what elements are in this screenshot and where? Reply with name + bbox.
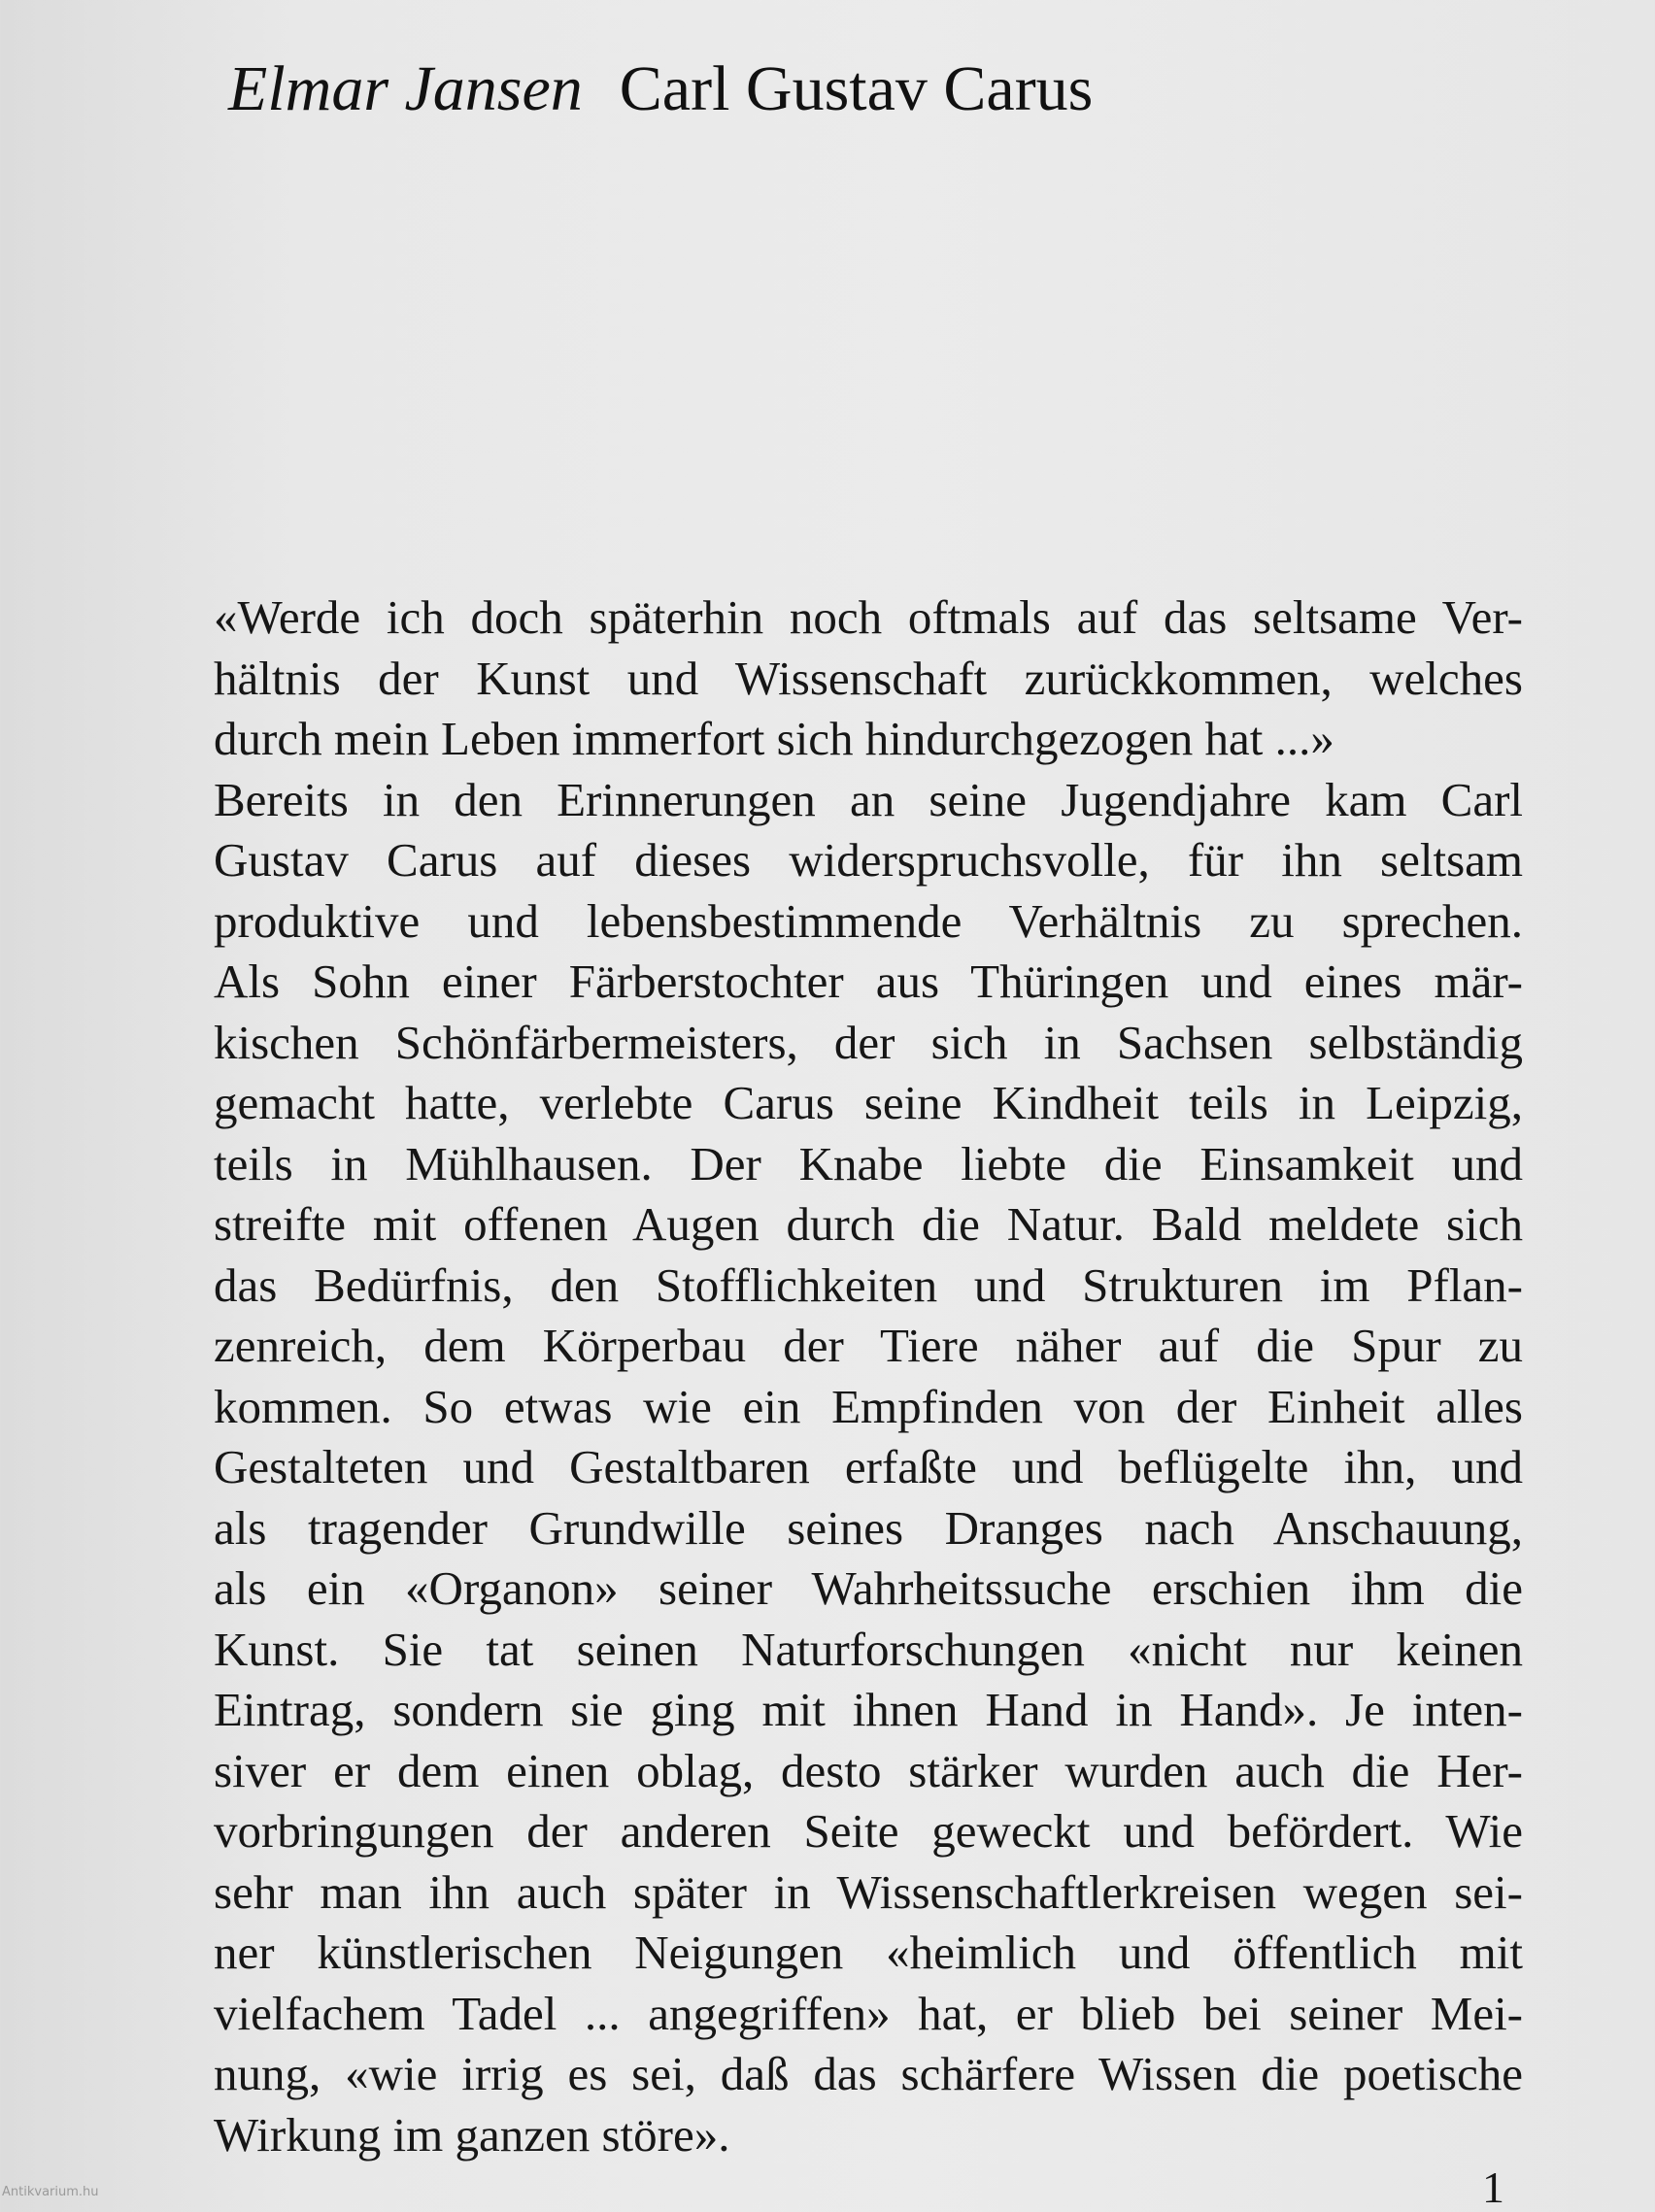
page-header	[228, 50, 1093, 128]
text-line: als tragender Grundwille seines Dranges nach Anschauung,	[214, 1500, 1523, 1555]
text-line: vorbringungen der anderen Seite geweckt und befördert. Wie	[214, 1804, 1523, 1858]
watermark: Antikvarium.hu	[2, 2185, 99, 2199]
text-line: zenreich, dem Körperbau der Tiere näher auf die Spur zu	[214, 1319, 1523, 1372]
text-line: Eintrag, sondern sie ging mit ihnen Hand in Hand». Je inten-	[214, 1683, 1523, 1736]
text-line: siver er dem einen oblag, desto stärker wurden auch die Her-	[214, 1743, 1523, 1797]
text-line: Als Sohn einer Färberstochter aus Thüringen und eines mär-	[214, 955, 1523, 1008]
text-line: ner künstlerischen Neigungen «heimlich und öffentlich mit	[214, 1926, 1523, 1979]
text-line: produktive und lebensbestimmende Verhältnis zu sprechen.	[214, 893, 1523, 948]
text-line: gemacht hatte, verlebte Carus seine Kindheit teils in Leipzig,	[214, 1076, 1523, 1129]
text-line: streifte mit offenen Augen durch die Natur. Bald meldete sich	[214, 1197, 1523, 1251]
text-line: Bereits in den Erinnerungen an seine Jugendjahre kam Carl	[214, 772, 1523, 826]
text-line: Gustav Carus auf dieses widerspruchsvolle, für ihn seltsam	[214, 833, 1523, 887]
text-line: Kunst. Sie tat seinen Naturforschungen «nicht nur keinen	[214, 1622, 1523, 1676]
text-line: durch mein Leben immerfort sich hindurchgezogen hat ...»	[214, 712, 1334, 765]
text-line: als ein «Organon» seiner Wahrheitssuche erschien ihm die	[214, 1561, 1523, 1615]
page-number: 1	[1482, 2162, 1504, 2212]
text-line: kischen Schönfärbermeisters, der sich in Sachsen selbständig	[214, 1015, 1523, 1069]
text-line: sehr man ihn auch später in Wissenschaftlerkreisen wegen sei-	[214, 1864, 1523, 1919]
book-title: Carl Gustav Carus	[619, 53, 1094, 124]
text-line: «Werde ich doch späterhin noch oftmals auf das seltsame Ver-	[214, 590, 1523, 644]
text-line: das Bedürfnis, den Stofflichkeiten und Strukturen im Pflan-	[214, 1257, 1523, 1312]
text-line: hältnis der Kunst und Wissenschaft zurückkommen, welches	[214, 651, 1523, 705]
text-line: vielfachem Tadel ... angegriffen» hat, er blieb bei seiner Mei-	[214, 1986, 1523, 2040]
text-line: nung, «wie irrig es sei, daß das schärfere Wissen die poetische	[214, 2047, 1523, 2100]
text-line: Wirkung im ganzen störe».	[214, 2107, 730, 2162]
body-text	[214, 587, 1523, 2165]
author-name: Elmar Jansen	[228, 53, 583, 124]
text-line: kommen. So etwas wie ein Empfinden von der Einheit alles	[214, 1379, 1523, 1433]
text-line: Gestalteten und Gestaltbaren erfaßte und beflügelte ihn, und	[214, 1440, 1523, 1493]
text-line: teils in Mühlhausen. Der Knabe liebte die Einsamkeit und	[214, 1136, 1523, 1190]
